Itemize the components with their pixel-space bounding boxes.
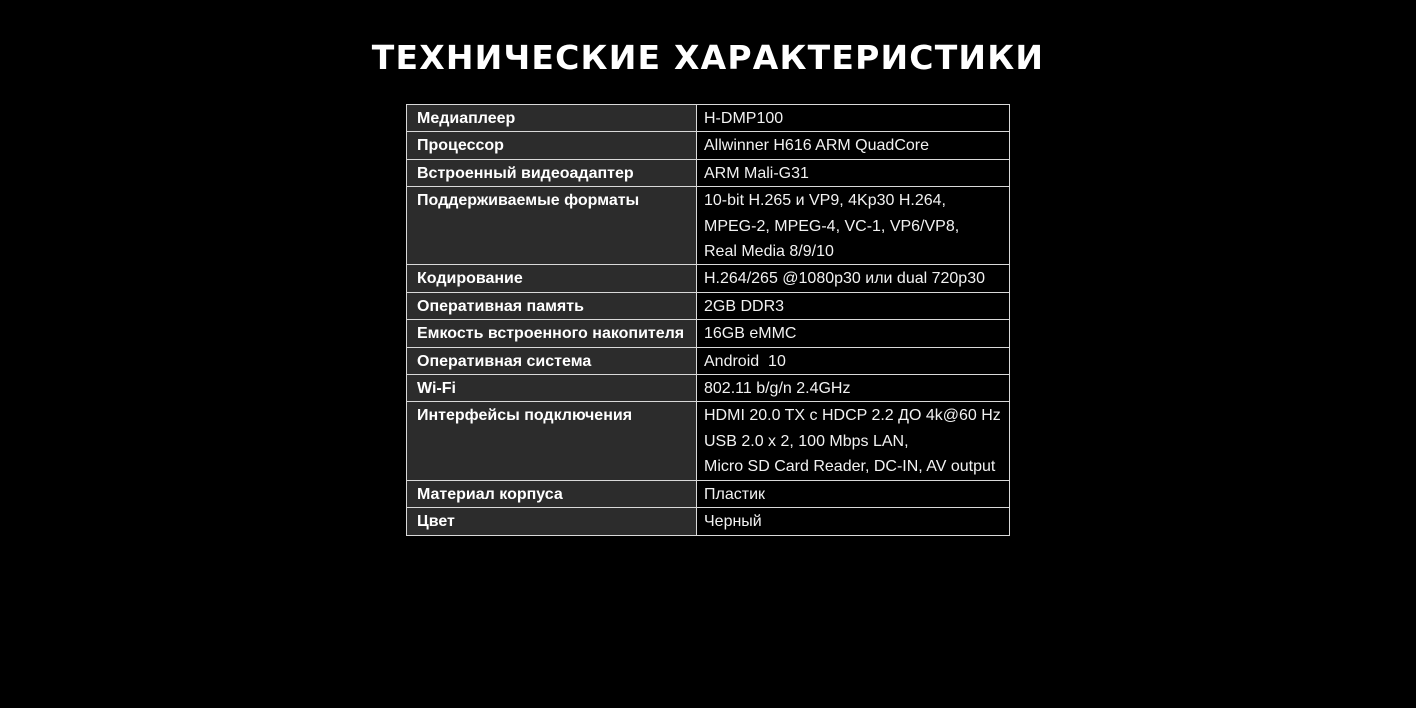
spec-value xyxy=(697,292,1010,319)
spec-value xyxy=(697,375,1010,402)
table-row xyxy=(407,508,1010,535)
table-row xyxy=(407,375,1010,402)
table-row xyxy=(407,105,1010,132)
table-row xyxy=(407,480,1010,507)
spec-value-line: Пластик xyxy=(704,485,765,503)
table-row xyxy=(407,265,1010,292)
spec-value-line: 2GB DDR3 xyxy=(704,297,785,315)
spec-value xyxy=(697,132,1010,159)
spec-label: Оперативная память xyxy=(407,292,697,319)
spec-label: Интерфейсы подключения xyxy=(407,402,697,480)
spec-value-line: 10-bit H.265 и VP9, 4Kp30 H.264, xyxy=(704,192,946,210)
spec-value xyxy=(697,265,1010,292)
spec-value-line: H.264/265 @1080p30 или dual 720p30 xyxy=(704,270,985,288)
page-title: ТЕХНИЧЕСКИЕ ХАРАКТЕРИСТИКИ xyxy=(371,38,1045,77)
spec-label: Поддерживаемые форматы xyxy=(407,187,697,265)
spec-label: Процессор xyxy=(407,132,697,159)
spec-table-body xyxy=(407,105,1010,536)
spec-value xyxy=(697,480,1010,507)
table-row xyxy=(407,320,1010,347)
table-row xyxy=(407,402,1010,480)
spec-value-line: H-DMP100 xyxy=(704,110,784,127)
spec-value-line: Micro SD Card Reader, DC-IN, AV output xyxy=(704,458,996,476)
spec-value xyxy=(697,159,1010,186)
spec-value xyxy=(697,320,1010,347)
spec-value-line: MPEG-2, MPEG-4, VC-1, VP6/VP8, xyxy=(704,217,960,235)
spec-label: Цвет xyxy=(407,508,697,535)
table-row xyxy=(407,159,1010,186)
table-row xyxy=(407,347,1010,374)
spec-label: Оперативная система xyxy=(407,347,697,374)
spec-value xyxy=(697,347,1010,374)
spec-table xyxy=(406,104,1010,536)
spec-value-line: Android 10 xyxy=(704,352,786,370)
spec-value-line: USB 2.0 x 2, 100 Mbps LAN, xyxy=(704,432,909,450)
spec-value xyxy=(697,402,1010,480)
spec-value xyxy=(697,508,1010,535)
spec-value xyxy=(697,187,1010,265)
table-row xyxy=(407,132,1010,159)
spec-value-line: HDMI 20.0 TX с HDCP 2.2 ДО 4k@60 Hz xyxy=(704,407,1001,425)
spec-label: Емкость встроенного накопителя xyxy=(407,320,697,347)
table-row xyxy=(407,292,1010,319)
spec-label: Встроенный видеоадаптер xyxy=(407,159,697,186)
spec-label: Медиаплеер xyxy=(407,105,697,132)
spec-value-line: Черный xyxy=(704,513,762,531)
table-row xyxy=(407,187,1010,265)
spec-value-line: ARM Mali-G31 xyxy=(704,164,809,182)
spec-value-line: Real Media 8/9/10 xyxy=(704,243,834,261)
spec-label: Материал корпуса xyxy=(407,480,697,507)
spec-value xyxy=(697,105,1010,132)
spec-value-line: 16GB eMMC xyxy=(704,325,797,343)
spec-label: Wi-Fi xyxy=(407,375,697,402)
spec-label: Кодирование xyxy=(407,265,697,292)
spec-value-line: 802.11 b/g/n 2.4GHz xyxy=(704,380,851,398)
spec-value-line: Allwinner H616 ARM QuadCore xyxy=(704,137,929,155)
